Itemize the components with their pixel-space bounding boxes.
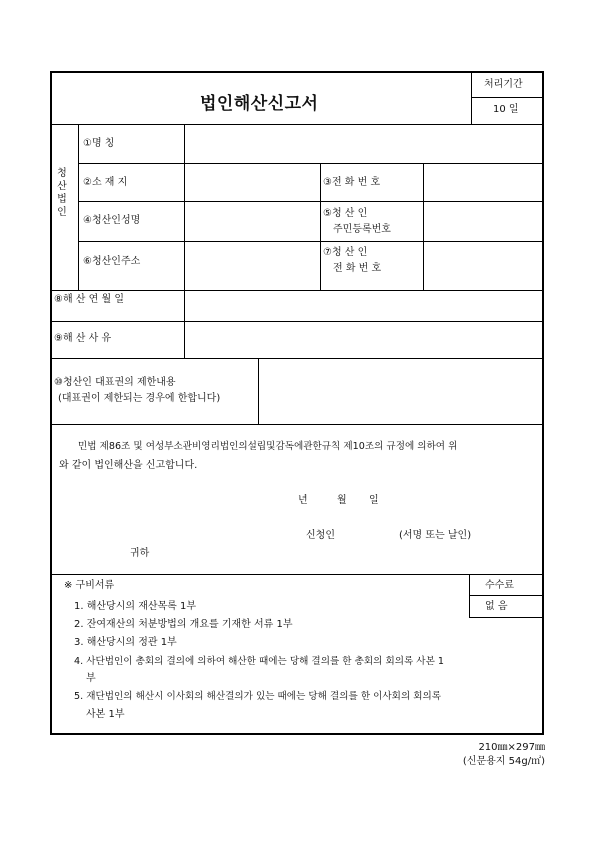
document-item-5: 5. 재단법인의 해산시 이사회의 해산결의가 있는 때에는 당해 결의를 한 이사회의 회의록 [74, 691, 442, 702]
liquidator-id-label-1: ⑤청 산 인 [323, 208, 368, 219]
restriction-label-1: ⑩청산인 대표권의 제한내용 [54, 377, 176, 388]
dissolution-reason-label: ⑨해 산 사 유 [54, 333, 112, 344]
processing-period-label: 처리기간 [484, 79, 523, 90]
document-item-4: 4. 사단법인이 총회의 결의에 의하여 해산한 때에는 당해 결의를 한 총회의 회의록 사본 1 [74, 656, 444, 667]
dissolution-reason-field[interactable] [186, 323, 542, 357]
location-label: ②소 재 지 [83, 177, 128, 188]
liquidator-phone-field[interactable] [425, 243, 542, 289]
restriction-label-2: (대표권이 제한되는 경우에 한합니다) [58, 393, 221, 404]
liquidator-phone-label-1: ⑦청 산 인 [323, 247, 368, 258]
liquidator-name-label: ④청산인성명 [83, 215, 141, 226]
documents-heading: ※ 구비서류 [64, 580, 115, 591]
phone-field[interactable] [425, 165, 542, 200]
applicant-label: 신청인 [306, 530, 335, 541]
fee-value: 없 음 [485, 601, 508, 612]
liquidator-address-field[interactable] [186, 243, 318, 289]
liquidator-name-field[interactable] [186, 203, 318, 240]
declaration-text-2: 와 같이 법인해산을 신고합니다. [59, 460, 198, 471]
fee-label: 수수료 [485, 580, 514, 591]
date-day-label: 일 [369, 495, 379, 506]
form-title: 법인해산신고서 [200, 94, 319, 114]
liquidator-group-label: 청 산 법 인 [57, 168, 67, 218]
location-field[interactable] [186, 165, 318, 200]
name-field[interactable] [186, 126, 542, 162]
date-month-label: 월 [337, 495, 347, 506]
name-label: ①명 칭 [83, 138, 115, 149]
liquidator-address-label: ⑥청산인주소 [83, 256, 141, 267]
liquidator-phone-label-2: 전 화 번 호 [333, 263, 382, 274]
paper-size-note: 210㎜×297㎜ [478, 742, 545, 753]
document-item-2: 2. 잔여재산의 처분방법의 개요를 기재한 서류 1부 [74, 619, 293, 630]
restriction-field[interactable] [260, 360, 542, 422]
signature-note: (서명 또는 날인) [399, 530, 472, 541]
recipient-label: 귀하 [130, 548, 150, 559]
phone-label: ③전 화 번 호 [323, 177, 381, 188]
dissolution-report-form [50, 71, 544, 735]
paper-type-note: (신문용지 54g/㎡) [462, 756, 545, 767]
document-item-1: 1. 해산당시의 재산목록 1부 [74, 601, 197, 612]
processing-period-value: 10 일 [493, 104, 519, 115]
liquidator-id-label-2: 주민등록번호 [333, 224, 391, 235]
document-item-3: 3. 해산당시의 정관 1부 [74, 637, 177, 648]
dissolution-date-label: ⑧해 산 연 월 일 [54, 294, 124, 305]
date-year-label: 년 [298, 495, 308, 506]
document-item-4-cont: 부 [86, 673, 96, 684]
applicant-name-field[interactable] [342, 526, 392, 544]
liquidator-id-field[interactable] [425, 203, 542, 240]
declaration-text-1: 민법 제86조 및 여성부소관비영리법인의설립및감독에관한규칙 제10조의 규정에 의하여 위 [78, 441, 458, 452]
document-item-5-cont: 사본 1부 [86, 709, 125, 720]
